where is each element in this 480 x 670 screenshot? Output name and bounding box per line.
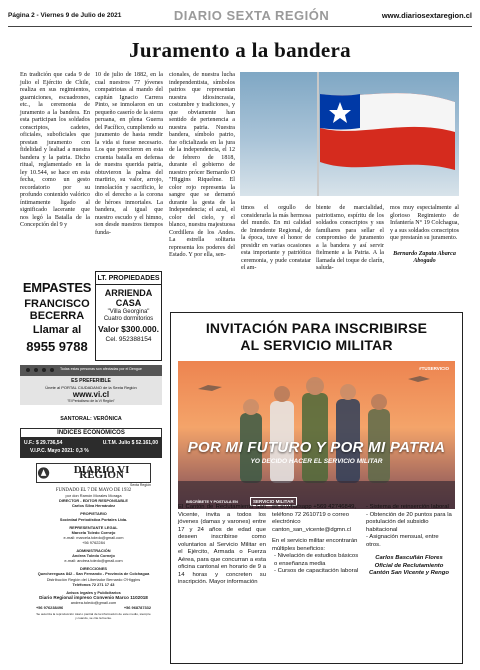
portal-tagline: Todas estas personas son afectadas por el Dengue (60, 367, 142, 371)
director-title: DIRECTOR - EDITOR RESPONSABLE (58, 498, 129, 504)
article-text: mos muy especialmente al glorioso Regimiento de Infantería N° 19 Colchagua, y a sus soldados conscriptos que prestarán su juramento. (390, 205, 459, 241)
ad-benefit-3: - Sistema de reinserción laboral (366, 504, 449, 510)
portal-banner (20, 365, 162, 405)
reproduction-notice: Se autoriza la reproducción total o parcial de la información de este medio, siempre y cuando, se cite la fuente. (36, 612, 151, 621)
website-link[interactable]: www.diariosextaregion.cl (381, 11, 472, 20)
mobile-2: +56 968787332 (123, 604, 151, 610)
article-column-3 (169, 72, 235, 260)
founded: FUNDADO EL 7 DE MAYO DE 1932 (55, 488, 132, 494)
director: Carlos Silva Hernández (71, 503, 116, 509)
article-text: cionales, de nuestra lucha independentista, símbolos patrios que representan nuestra idiosincrasia, costumbre y tradiciones, y que obviamente han sentido de pertenencia a nuestra patria. Nuestra bandera, símbolo patrio, fue oficializada en la jura de la independencia, el 12 de febrero de 1818, durante el gobierno de nuestro prócer Bernardo O "Higgins Riquelme. El color rojo representa la sangre que se derramó durante la gesta de la Independencia; el azul, el color del cielo, y el blanco, nuestra majestuosa Cordillera de los Andes. La estrella solitaria representa los poderes del Estado. Y por ella, sen- (169, 72, 235, 258)
legal-title: REPRESENTANTE LEGAL (69, 524, 118, 530)
founder: por don Ramón Morales Moraga (65, 493, 122, 499)
phones: Teléfonos 72 271 17 43 (72, 581, 115, 587)
mobile-1: +56 976238496 (36, 604, 64, 610)
notices-title: Avisos legales y Publicitarios (66, 589, 121, 595)
property-rooms: Cuatro dormitorios (103, 316, 154, 322)
empastes-call: Llamar al (32, 324, 82, 336)
ad-benefit-1: - Nivelación de estudios básicos o enseñanza media (274, 553, 359, 567)
property-offer: ARRIENDA (104, 288, 153, 298)
legal-email: e-mail: marcela.toledo@gmail.com (63, 534, 124, 540)
ad-benefit-2: - Cursos de capacitación laboral (274, 568, 359, 574)
legal-rep: Marcela Toledo Cornejo (71, 529, 116, 535)
portal-line2: ES PREFERIBLE (71, 378, 111, 384)
article-column-2 (95, 72, 163, 237)
owner: Sociedad Periodística Portales Ltda. (59, 516, 128, 522)
chile-flag-photo (240, 72, 459, 196)
admin-name: Andrea Toledo Cornejo (72, 553, 115, 559)
empastes-phone: 8955 9788 (26, 339, 88, 354)
property-location: "Villa Georgina" (107, 309, 150, 315)
empastes-name1: FRANCISCO (24, 298, 90, 310)
notices-email: andrea.toledo@gmail.com (70, 599, 117, 605)
masthead-logo-text: DIARIO VI REGION (73, 463, 130, 481)
ad-poster (178, 361, 455, 509)
military-service-ad (170, 312, 463, 664)
property-agency: LT. PROPIEDADES (96, 275, 161, 285)
newspaper-name: DIARIO SEXTA REGIÓN (173, 8, 330, 23)
property-type: CASA (115, 298, 142, 308)
owner-title: PROPIETARIO (80, 511, 107, 517)
article-column-1 (20, 72, 90, 230)
empastes-ad (20, 280, 94, 358)
ad-title-1: INVITACIÓN PARA INSCRIBIRSE (205, 320, 428, 336)
ad-column-2 (272, 504, 360, 576)
page-header (8, 5, 472, 27)
poster-soldiers-illustration (178, 361, 455, 509)
santoral: SANTORAL: VERÓNICA (60, 416, 122, 422)
portal-line3: Únete al PORTAL CIUDADANO de la Sexta Región (45, 385, 137, 390)
article-column-6 (390, 205, 459, 266)
legal-phone: +56 9762284 (82, 539, 105, 545)
property-phone: Cel. 952388154 (105, 336, 152, 343)
poster-hashtag: #TUSERVICIO (419, 366, 449, 371)
logo-emblem-icon (37, 466, 50, 480)
indices-title: ÍNDICES ECONÓMICOS (20, 428, 162, 438)
address-title: DIRECCIONES (79, 566, 108, 572)
article-text: 10 de julio de 1882, en la cual nuestros 77 jóvenes compatriotas al mando del capitán Ignacio Carrera Pinto, se inmolaron en un pequeño caserío de la sierra peruana, en plena Guerra del Pacífico, cumpliendo su juramento de hasta rendir la vida si fuese necesario. Los que perecieron en esta cruenta batalla en defensa de nuestra querida patria, obtuvieron la palma del martirio, su valor, arrojo, inmolación y sacrificio, le dio el derecho a la corona de héroes inmortales. La bandera, al igual que nuestro escudo y el himno, son desde nuestros tiempos funda- (95, 72, 163, 236)
property-price: Valor $300.000. (98, 324, 159, 334)
article-column-5 (316, 205, 384, 273)
article-text: En tradición que cada 9 de julio el Ejército de Chile, realiza en sus regimientos, guarniciones, escuadrones, etc., la ceremonia de juramento a la bandera. En esta participan los soldados conscriptos, cadetes, oficiales, suboficiales que prestan juramento con fidelidad y lealtad a nuestra bandera y la patria. Dicho ritual, reglamentado en la ley 10.544, se hace en esta fecha, como un gesto recordatorio por su profundo contenido valórico íntimamente ligado al significado lacerante que nos legó la Batalla de la Concepción del 9 y (20, 72, 90, 228)
economic-indices (20, 428, 162, 458)
ad-column-1 (178, 504, 266, 587)
indices-utm: U.T.M. Julio $ 52.161,00 (102, 440, 158, 446)
admin-email: e-mail: andrea.toledo@gmail.com (64, 558, 123, 564)
address: Quechereguas 842 - San Fernando - Provincia de Colchagua (37, 571, 150, 577)
distribution: Distribución Región del Libertador Bernardo O'Higgins (46, 576, 141, 582)
admin-title: ADMINISTRACIÓN (76, 548, 111, 554)
portal-sub: "El Periodismo de la VI Región" (67, 399, 115, 403)
empastes-title: EMPASTES (22, 280, 92, 295)
article-title: Juramento a la bandera (129, 38, 351, 62)
masthead-logo (36, 463, 151, 483)
ad-contact: en el whatsapp +569 42746849, teléfono 72 2610719 o correo electrónico canton_san_vicente@dgmn.cl (272, 504, 357, 533)
author-role: Abogado (413, 258, 436, 264)
author-name: Bernardo Zapata Abarca (393, 250, 456, 257)
ad-signer-role: Oficial de Reclutamiento (374, 562, 444, 569)
poster-web-label: INSCRÍBETE Y POSTULA EN (186, 500, 238, 504)
article-text: biente de marcialidad, patriotismo, espíritu de los soldados conscriptos y sus familiares para sellar el compromiso de juramento a la bandera y así servir fielmente a la Patria. A la llamada del toque de clarín, saluda- (316, 205, 384, 271)
page-info: Página 2 - Viernes 9 de Julio de 2021 (8, 12, 122, 19)
poster-web-logo: SERVICIO MILITAR (250, 497, 297, 506)
portal-url[interactable]: www.vi.cl (72, 390, 110, 399)
ad-benefits-intro: En el servicio militar encontrarán múltiples beneficios: (272, 538, 358, 552)
article-column-4 (241, 205, 311, 273)
ad-signer-office: Cantón San Vicente y Rengo (369, 570, 449, 576)
poster-subslogan: YO DECIDO HACER EL SERVICIO MILITAR (250, 458, 383, 465)
ad-benefit-4: - Obtención de 20 puntos para la postulación del subsidio habitacional (366, 511, 452, 533)
ad-benefit-5: - Asignación mensual, entre otros. (366, 534, 439, 548)
notices: Diario Regional impreso Convenio Marco 1102018 (39, 594, 148, 600)
empastes-name2: BECERRA (29, 310, 85, 322)
ad-text: El Cantón de Reclutamiento San Vicente, invita a todos los jóvenes (damas y varones) entre 17 y 24 años de edad que deseen inscribirse como voluntarios al Servicio Militar en el Ejército, Armada o Fuerza Aérea, para que concurran a esta oficina cantonal en horario de 9 a 14 horas y concreten su inscripción. Mayor información (178, 504, 266, 585)
indices-ipc: V.I.P.C. Mayo 2021: 0,3 % (30, 448, 89, 454)
indices-uf: U.F.: $ 29.736,54 (24, 440, 63, 446)
ad-signer-name: Carlos Bascuñán Flores (375, 555, 443, 561)
masthead-logo-sub: Sexta Región (129, 483, 151, 487)
property-ad (95, 271, 162, 361)
ad-title-2: AL SERVICIO MILITAR (240, 337, 393, 353)
masthead-credits (36, 463, 151, 661)
flag-illustration (240, 72, 459, 196)
poster-slogan: POR MI FUTURO Y POR MI PATRIA (187, 439, 446, 456)
ad-column-3 (366, 504, 452, 578)
article-text: timos el orgullo de considerarla la más hermosa del mundo. En mi calidad de Intendente Regional, de la época, tuve el honor de presidir en varias ocasiones esta importante y patriótica ceremonia, y pude constatar el am- (241, 205, 311, 271)
